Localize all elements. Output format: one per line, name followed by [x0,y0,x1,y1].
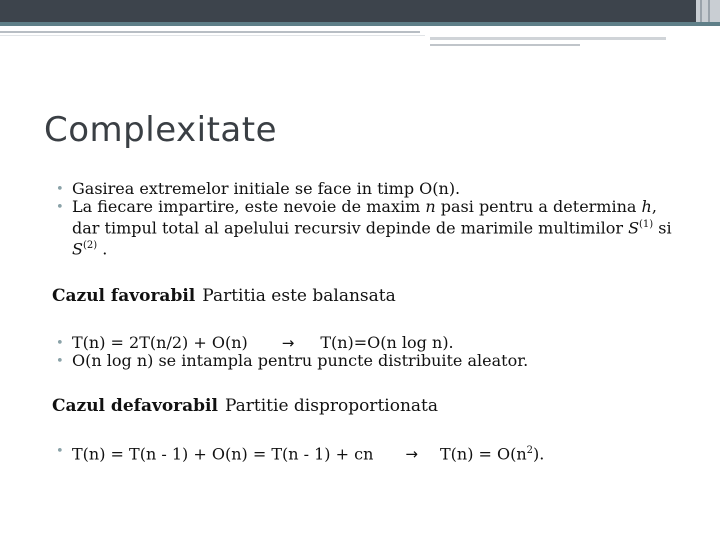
bullet-text: La fiecare impartire, este nevoie de maxim [72,197,426,216]
corner-stripe [700,0,702,22]
corner-stripe [708,0,710,22]
exponent: 2 [526,445,534,456]
bullet-list-intro [52,180,672,259]
bullet-list-unfavorable [52,442,692,463]
arrow-right-icon: → [405,445,418,464]
bullet-text: , dar timpul total al apelului recursiv depinde de marimile multimilor [72,197,657,238]
favorable-case-heading [52,286,396,306]
bullet-icon: • [56,200,64,215]
list-item [52,352,672,370]
bullet-list-favorable [52,334,672,370]
result-end: ). [533,444,545,464]
top-corner-accent [696,0,720,22]
recurrence-text: T(n) = T(n - 1) + O(n) = T(n - 1) + cn [72,444,374,464]
favorable-case-label: Cazul favorabil [52,286,196,306]
bullet-icon: • [56,336,64,351]
result-text: T(n) = O(n [439,444,527,464]
result-text: T(n)=O(n log n). [320,333,454,352]
bullet-text: O(n log n) se intampla pentru puncte distribuite aleator. [72,351,529,370]
header-thin-line [0,35,425,36]
header-grey-line [430,44,580,46]
header-grey-line [0,31,420,33]
favorable-case-text: Partitia este balansata [202,286,396,306]
bullet-icon: • [56,182,64,197]
list-item [52,180,672,198]
list-item [52,198,672,259]
slide-title: Complexitate [44,110,277,150]
bullet-icon: • [56,444,64,459]
recurrence-text: T(n) = 2T(n/2) + O(n) [72,333,248,352]
var-n: n [425,197,436,216]
arrow-right-icon: → [281,334,295,352]
unfavorable-case-heading [52,396,438,416]
unfavorable-case-text: Partitie disproportionata [224,396,438,416]
set-s2-sup: (2) [82,240,98,252]
header-accent-line [0,22,720,26]
unfavorable-case-label: Cazul defavorabil [52,396,218,416]
set-s2: S [72,239,83,259]
header-grey-line [430,37,666,40]
var-h: h [641,197,652,216]
top-decoration-bar [0,0,696,22]
bullet-icon: • [56,354,64,369]
bullet-text: pasi pentru a determina [435,197,642,216]
bullet-text: . [97,239,108,259]
bullet-text: si [653,218,672,238]
list-item [52,334,672,352]
set-s1: S [628,218,640,238]
list-item [52,442,692,463]
set-s1-sup: (1) [639,219,654,230]
bullet-text: Gasirea extremelor initiale se face in timp O(n). [72,179,461,198]
